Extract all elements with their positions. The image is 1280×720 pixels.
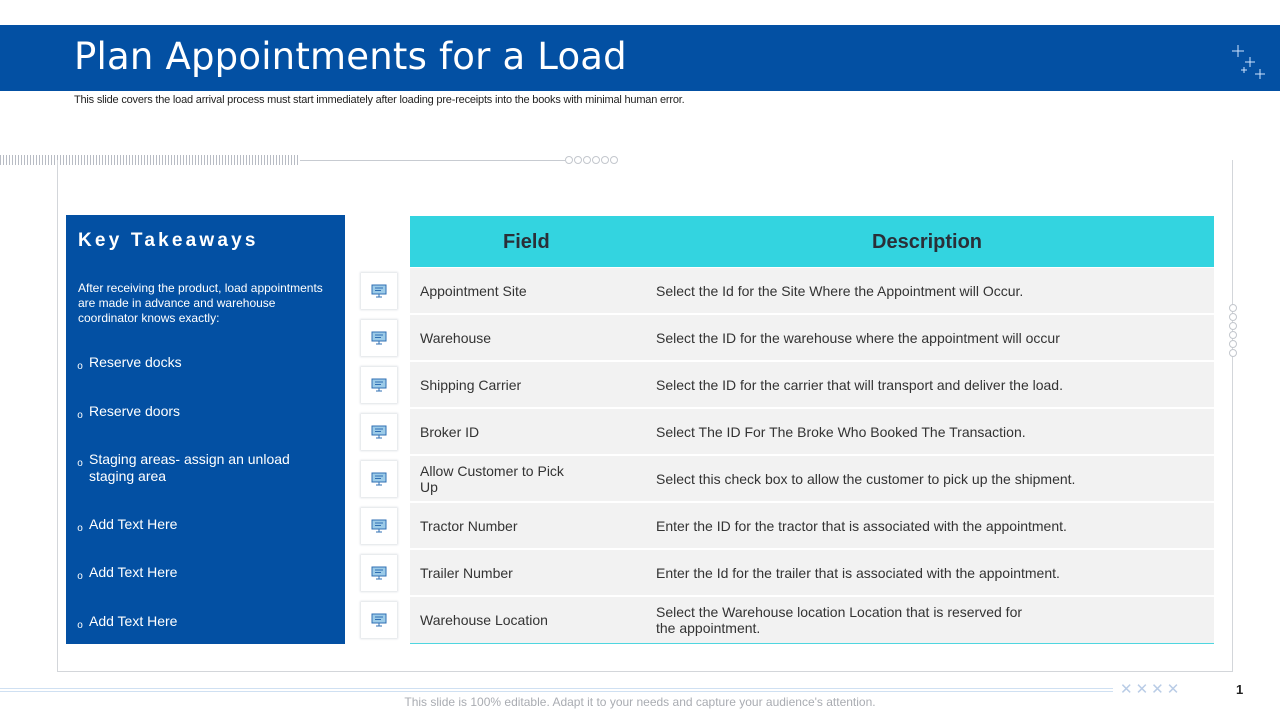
table-row	[410, 456, 1214, 501]
takeaway-item: o Staging areas- assign an unload staging area	[71, 451, 331, 485]
row-icon-box	[361, 273, 397, 309]
description-cell: Select this check box to allow the customer to pick up the shipment.	[656, 471, 1076, 487]
table-row	[410, 362, 1214, 407]
table-row	[410, 597, 1214, 643]
description-cell: Select The ID For The Broke Who Booked The Transaction.	[656, 424, 1026, 440]
table-row	[410, 550, 1214, 595]
description-cell: Select the ID for the warehouse where the appointment will occur	[656, 330, 1060, 346]
presentation-board-icon	[371, 425, 387, 439]
bullet-icon: o	[77, 410, 83, 421]
page-title: Plan Appointments for a Load	[74, 35, 627, 78]
field-cell: Appointment Site	[420, 283, 527, 299]
table-row	[410, 315, 1214, 360]
sparkle-icon	[1228, 43, 1268, 85]
bullet-icon: o	[77, 620, 83, 631]
takeaway-item: o Add Text Here	[71, 613, 331, 634]
cross-icon: ✕	[1120, 681, 1133, 698]
field-cell: Warehouse	[420, 330, 492, 346]
footer-note: This slide is 100% editable. Adapt it to your needs and capture your audience's attention.	[404, 695, 876, 709]
bullet-icon: o	[77, 458, 83, 469]
key-takeaways-title: Key Takeaways	[78, 230, 259, 251]
field-cell: Tractor Number	[420, 518, 518, 534]
field-cell: Broker ID	[420, 424, 480, 440]
row-icon-box	[361, 555, 397, 591]
bullet-icon: o	[77, 523, 83, 534]
presentation-board-icon	[371, 519, 387, 533]
title-bar	[0, 25, 1280, 91]
slide-subtitle: This slide covers the load arrival process must start immediately after loading pre-receipts into the books with minimal human error.	[74, 94, 685, 106]
presentation-board-icon	[371, 566, 387, 580]
takeaway-item: o Reserve doors	[71, 403, 331, 424]
takeaway-item: o Add Text Here	[71, 516, 331, 537]
row-icon-box	[361, 602, 397, 638]
field-cell: Trailer Number	[420, 565, 513, 581]
description-cell: Select the ID for the carrier that will transport and deliver the load.	[656, 377, 1063, 393]
column-header-description: Description	[872, 231, 983, 253]
presentation-board-icon	[371, 613, 387, 627]
column-header-field: Field	[503, 231, 550, 253]
presentation-board-icon	[371, 472, 387, 486]
table-row	[410, 268, 1214, 313]
presentation-board-icon	[371, 331, 387, 345]
description-cell: Select the Id for the Site Where the Appointment will Occur.	[656, 283, 1024, 299]
row-icon-box	[361, 461, 397, 497]
decorative-dots-vertical	[1229, 304, 1237, 357]
table-row	[410, 503, 1214, 548]
table-header	[410, 216, 1214, 267]
bullet-icon: o	[77, 361, 83, 372]
row-icon-box	[361, 320, 397, 356]
row-icon-box	[361, 508, 397, 544]
takeaway-item: o Reserve docks	[71, 354, 331, 375]
description-cell: Enter the Id for the trailer that is associated with the appointment.	[656, 565, 1060, 581]
description-cell: Select the Warehouse location Location that is reserved for the appointment.	[656, 604, 1023, 636]
cross-icon: ✕	[1151, 681, 1164, 698]
key-takeaways-panel	[66, 215, 345, 644]
table-bottom-border	[410, 643, 1214, 644]
field-cell: Allow Customer to Pick Up	[420, 463, 564, 495]
presentation-board-icon	[371, 378, 387, 392]
footer-divider	[0, 691, 1113, 692]
table-row	[410, 409, 1214, 454]
takeaway-item: o Add Text Here	[71, 564, 331, 585]
row-icon-box	[361, 367, 397, 403]
cross-icon: ✕	[1166, 681, 1180, 698]
row-icon-box	[361, 414, 397, 450]
description-cell: Enter the ID for the tractor that is associated with the appointment.	[656, 518, 1067, 534]
bullet-icon: o	[77, 571, 83, 582]
cross-icon: ✕	[1135, 681, 1149, 698]
key-takeaways-intro: After receiving the product, load appointments are made in advance and warehouse coordinator knows exactly:	[78, 281, 323, 325]
field-cell: Shipping Carrier	[420, 377, 522, 393]
footer-divider	[0, 688, 1113, 689]
page-number: 1	[1236, 682, 1244, 697]
presentation-board-icon	[371, 284, 387, 298]
field-cell: Warehouse Location	[420, 612, 548, 628]
